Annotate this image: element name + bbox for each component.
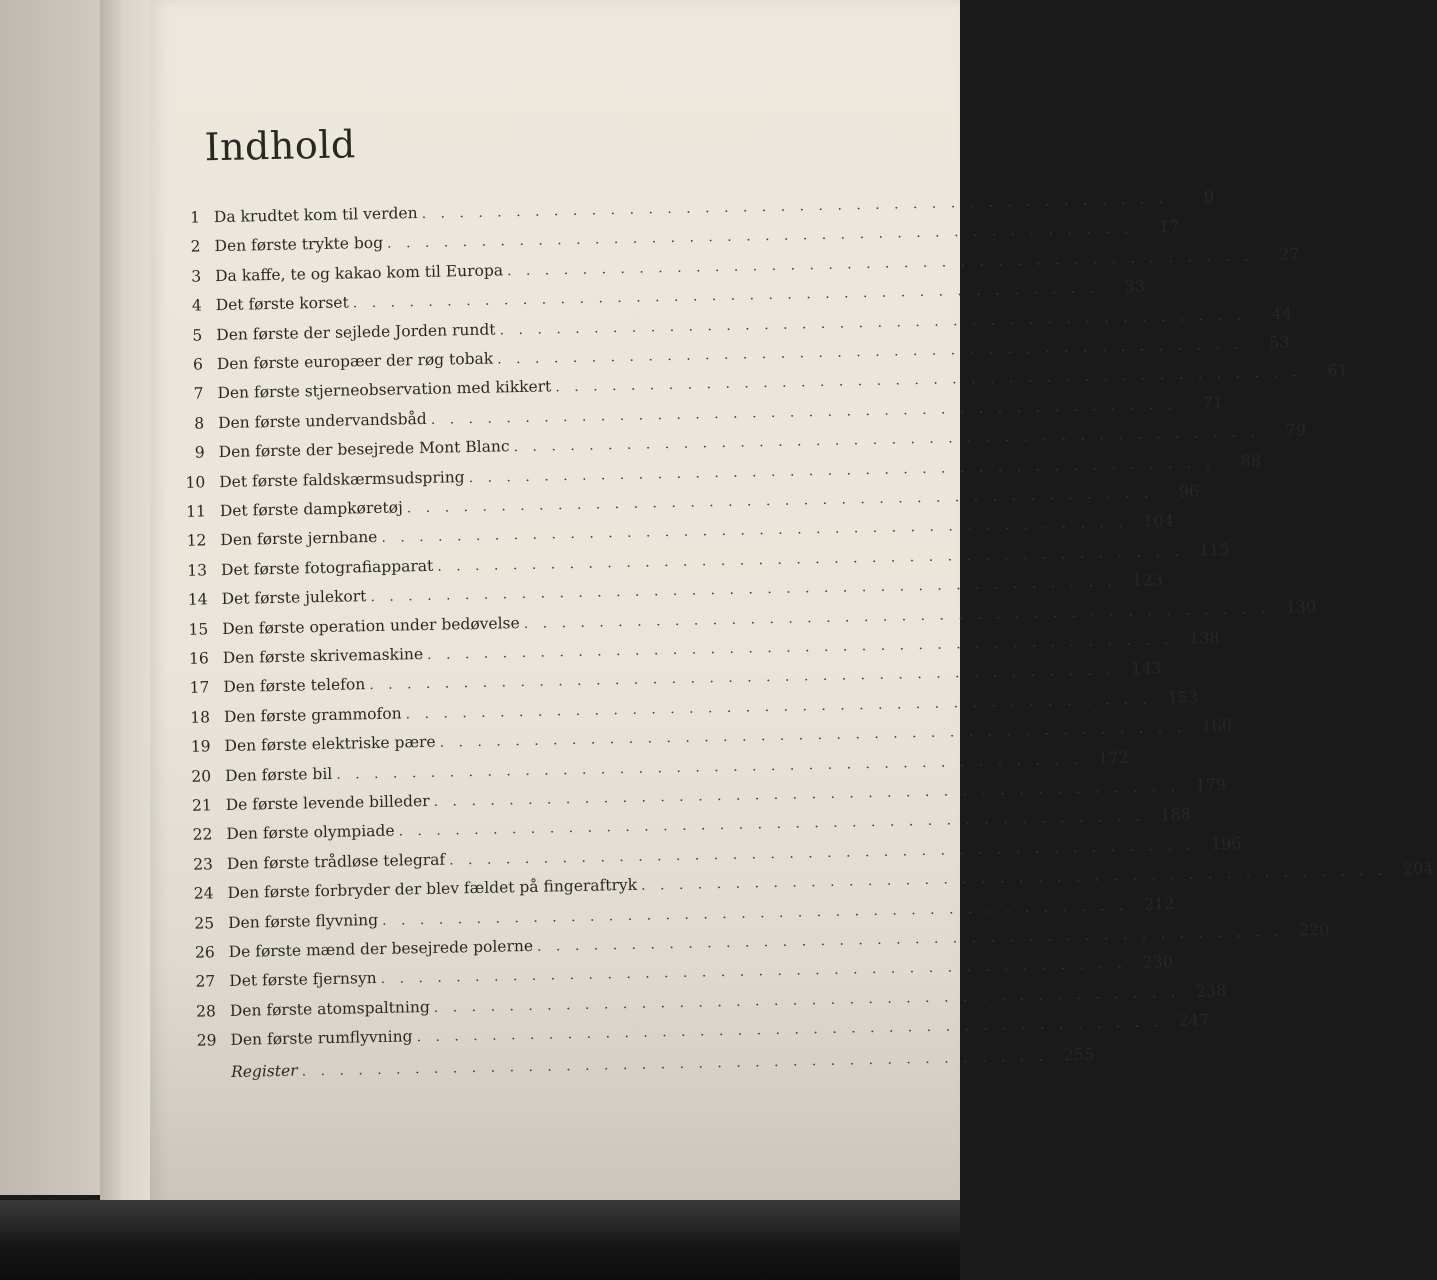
dot-leader: . . . . . . . . . . . . . . . . . . . . . . . . . . . . . . . . . . . . . . . . xyxy=(439,719,1187,751)
page-number: 196 xyxy=(1210,833,1242,854)
chapter-title: Den første trådløse telegraf xyxy=(226,850,446,873)
chapter-number: 14 xyxy=(187,590,208,609)
chapter-number: 5 xyxy=(192,325,203,345)
page-number: 179 xyxy=(1195,774,1227,795)
page-number: 188 xyxy=(1160,805,1192,825)
chapter-number: 2 xyxy=(190,237,201,256)
dot-leader: . . . . . . . . . . . . . . . . . . . . . . . . . . . . . . . . . . . . . . . . xyxy=(437,543,1184,575)
chapter-title: Den første rumflyvning xyxy=(230,1027,413,1050)
page-number: 96 xyxy=(1178,481,1200,501)
page-number: 79 xyxy=(1285,420,1307,440)
page-number: 123 xyxy=(1132,570,1164,590)
page-number: 115 xyxy=(1198,539,1230,560)
chapter-number: 8 xyxy=(194,414,205,433)
chapter-title: Det første julekort xyxy=(221,587,367,609)
page-number: 138 xyxy=(1188,628,1220,648)
chapter-title: De første mænd der besejrede polerne xyxy=(228,936,534,961)
chapter-title: Den første operation under bedøvelse xyxy=(222,613,520,638)
chapter-title: Den første forbryder der blev fældet på fingeraftryk xyxy=(227,875,638,903)
chapter-title: Da kaffe, te og kakao kom til Europa xyxy=(214,261,504,285)
chapter-number: 29 xyxy=(196,1031,217,1050)
background-surface xyxy=(0,1200,960,1280)
chapter-number: 28 xyxy=(195,1002,217,1021)
dot-leader: . . . . . . . . . . . . . . . . . . . . . . . . . . . . . . . . . . . . . . . . xyxy=(386,221,1134,253)
chapter-number: 27 xyxy=(195,972,216,992)
dot-leader: . . . . . . . . . . . . . . . . . . . . . . . . . . . . . . . . . . . . . . . . xyxy=(370,574,1118,606)
chapter-number: 6 xyxy=(192,355,204,374)
dot-leader: . . . . . . . . . . . . . . . . . . . . . . . . . . . . . . . . . . . . . . . . xyxy=(449,837,1196,869)
dot-leader: . . . . . . . . . . . . . . . . . . . . . . . . . . . . . . . . . . . . . . . . xyxy=(381,897,1129,929)
chapter-title: Det første faldskærmsudspring xyxy=(219,467,465,491)
page-number: 238 xyxy=(1195,980,1227,1001)
page-number: 88 xyxy=(1240,450,1262,471)
dot-leader: . . . . . . . . . . . . . . . . . . . . . . . . . . . . . . . . . . . . . . . . xyxy=(369,662,1116,694)
dot-leader: . . . . . . . . . . . . . . . . . . . . . . . . . . . . . . . . . . . . . . . . xyxy=(381,515,1128,547)
chapter-number: 7 xyxy=(193,384,204,403)
dot-leader: . . . . . . . . . . . . . . . . . . . . . . . . . . . . . . . . . . . . . . . . xyxy=(380,956,1128,988)
dot-leader: . . . . . . . . . . . . . . . . . . . . . . . . . . . . . . . . . . . . . . . . xyxy=(416,1014,1164,1046)
chapter-title: De første levende billeder xyxy=(225,791,430,815)
chapter-number: 1 xyxy=(189,208,201,227)
chapter-title: Den første stjerneobservation med kikkert xyxy=(217,377,552,403)
chapter-number: 25 xyxy=(194,913,215,933)
chapter-title: Den første undervandsbåd xyxy=(217,409,427,432)
chapter-title: Det første dampkøretøj xyxy=(219,498,403,521)
chapter-title: Den første elektriske pære xyxy=(224,732,436,756)
page-title: Indhold xyxy=(204,122,357,170)
chapter-number: 13 xyxy=(187,561,208,580)
chapter-title: Den første der besejrede Mont Blanc xyxy=(218,437,510,462)
chapter-title: Den første atomspaltning xyxy=(229,997,430,1020)
chapter-number: 12 xyxy=(186,531,207,551)
page-number: 220 xyxy=(1298,919,1330,940)
page-number: 71 xyxy=(1202,392,1224,413)
page-number: 9 xyxy=(1203,187,1215,207)
chapter-title: Den første flyvning xyxy=(227,910,379,932)
register-title: Register xyxy=(230,1061,298,1081)
chapter-title: Det første fjernsyn xyxy=(229,969,377,991)
page-number: 17 xyxy=(1158,217,1180,237)
dot-leader: . . . . . . . . . . . . . . . . . . . . . . . . . . . . . . . . . . . . . . . . xyxy=(336,751,1083,783)
chapter-number: 3 xyxy=(191,267,202,286)
dot-leader: . . . . . . . . . . . . . . . . . . . . . . . . . . . . . . . . . . . . . . . . xyxy=(430,396,1178,428)
dot-leader: . . . . . . . . . . . . . . . . . . . . . . . . . . . . . . . . . . . . . . . . xyxy=(499,307,1247,339)
page-number: 160 xyxy=(1201,715,1233,736)
chapter-number: 19 xyxy=(190,737,211,756)
dot-leader: . . . . . . . . . . . . . . . . . . . . . . . . . . . . . . . . . . . . . . . . xyxy=(513,424,1261,456)
dot-leader: . . . . . . . . . . . . . . . . . . . . . . . . . . . . . . . . . . . . . . . . xyxy=(398,808,1146,840)
page-number: 255 xyxy=(1063,1044,1095,1064)
chapter-title: Den første trykte bog xyxy=(214,234,384,256)
chapter-title: Den første grammofon xyxy=(223,704,402,726)
dot-leader: . . . . . . . . . . . . . . . . . . . . . . . . . . . . . . . . . . . . . . . . xyxy=(506,248,1254,280)
chapter-title: Det første korset xyxy=(215,293,349,315)
chapter-title: Den første skrivemaskine xyxy=(222,645,424,668)
chapter-number xyxy=(189,1077,231,1078)
chapter-number: 17 xyxy=(189,678,210,698)
chapter-title: Da krudtet kom til verden xyxy=(213,204,418,227)
page-number: 61 xyxy=(1327,360,1348,381)
dot-leader: . . . . . . . . . . . . . . . . . . . . . . . . . . . . . . . . . . . . . . . . xyxy=(405,691,1153,723)
chapter-number: 26 xyxy=(194,943,215,962)
dot-leader: . . . . . . . . . . . . . . . . . . . . . . . . . . . . . . . . . . . . . . . . xyxy=(426,631,1174,663)
chapter-number: 16 xyxy=(188,649,209,668)
dot-leader: . . . . . . . . . . . . . . . . . . . . . . . . . . . . . . . . . . . . . . . . xyxy=(352,280,1100,312)
dot-leader: . . . . . . . . . . . . . . . . . . . . . . . . . . . . . . . . . . . . . . . . xyxy=(497,336,1244,368)
dot-leader: . . . . . . . . . . . . . . . . . . . . . . . . . . . . . . . . . . . . . . . . xyxy=(555,364,1302,396)
dot-leader: . . . . . . . . . . . . . . . . . . . . . . . . . . . . . . . . . . . . . . . . xyxy=(468,454,1216,486)
chapter-number: 15 xyxy=(188,619,209,639)
page-number: 172 xyxy=(1097,747,1129,768)
dot-leader: . . . . . . . . . . . . . . . . . . . . . . . . . . . . . . . . . . . . . . . . xyxy=(421,190,1169,222)
page-number: 44 xyxy=(1271,303,1293,323)
page-number: 247 xyxy=(1178,1010,1210,1031)
dot-leader: . . . . . . . . . . . . . . . . . . . . . . . . . . . . . . . . . . . . . . . . xyxy=(406,485,1154,517)
chapter-title: Den første europæer der røg tobak xyxy=(216,349,494,374)
dot-leader: . . . . . . . . . . . . . . . . . . . . . . . . . . . . . . . . . . . . . . . . xyxy=(640,862,1388,894)
dot-leader: . . . . . . . . . . . . . . . . . . . . . . . . . . . . . . . . . . . . . . . . xyxy=(301,1048,1049,1080)
chapter-number: 21 xyxy=(191,796,212,815)
chapter-number: 11 xyxy=(185,502,207,521)
page-number: 212 xyxy=(1143,893,1175,914)
chapter-number: 9 xyxy=(194,443,205,462)
chapter-title: Den første olympiade xyxy=(226,822,395,844)
chapter-title: Den første der sejlede Jorden rundt xyxy=(216,320,496,344)
chapter-title: Den første telefon xyxy=(223,675,366,697)
chapter-number: 23 xyxy=(193,855,214,874)
dot-leader: . . . . . . . . . . . . . . . . . . . . . . . . . . . . . . . . . . . . . . . . xyxy=(523,600,1271,632)
page-number: 104 xyxy=(1143,511,1174,531)
dot-leader: . . . . . . . . . . . . . . . . . . . . . . . . . . . . . . . . . . . . . . . . xyxy=(536,923,1284,955)
dot-leader: . . . . . . . . . . . . . . . . . . . . . . . . . . . . . . . . . . . . . . . . xyxy=(433,984,1181,1016)
chapter-number: 24 xyxy=(193,884,214,903)
page-number: 53 xyxy=(1269,332,1290,352)
page-number: 33 xyxy=(1124,276,1146,297)
chapter-number: 20 xyxy=(191,766,212,786)
page-number: 27 xyxy=(1278,244,1300,264)
page-number: 153 xyxy=(1167,687,1199,707)
page-number: 230 xyxy=(1142,952,1174,973)
chapter-number: 18 xyxy=(190,708,211,727)
chapter-number: 22 xyxy=(192,825,213,845)
chapter-number: 10 xyxy=(185,472,206,492)
chapter-title: Det første fotografiapparat xyxy=(220,556,434,579)
chapter-title: Den første jernbane xyxy=(220,528,378,550)
page-number: 204 xyxy=(1402,858,1434,879)
chapter-title: Den første bil xyxy=(224,764,333,785)
page-number: 130 xyxy=(1285,596,1317,617)
page-number: 143 xyxy=(1130,658,1162,679)
dot-leader: . . . . . . . . . . . . . . . . . . . . . . . . . . . . . . . . . . . . . . . . xyxy=(433,778,1181,810)
chapter-number: 4 xyxy=(191,296,202,315)
